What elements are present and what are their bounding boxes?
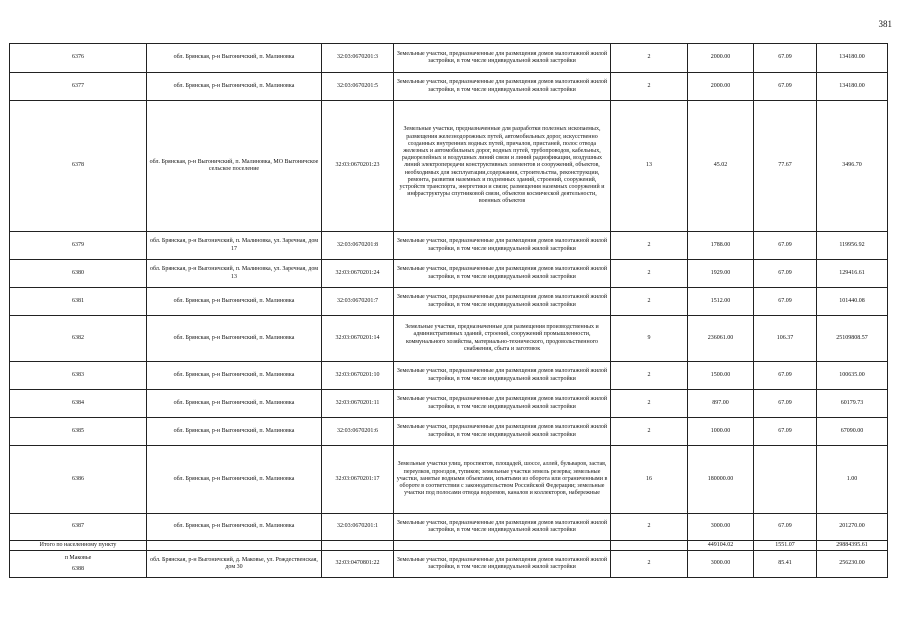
cadastral-number-cell: 32:03:0670201:5	[322, 73, 394, 101]
address-cell: обл. Брянская, р-н Выгоничский, п. Малиновка	[147, 418, 322, 446]
cadastral-value-cell: 25109808.57	[817, 316, 888, 362]
empty-cell	[322, 541, 394, 551]
area-cell: 1788.00	[688, 232, 754, 260]
row-id: 6387	[10, 514, 147, 541]
address-cell: обл. Брянская, р-н Выгоничский, п. Малиновка	[147, 362, 322, 390]
cadastral-value-cell: 134180.00	[817, 44, 888, 73]
locality-label: п Маковье	[64, 554, 92, 561]
table-row	[10, 390, 888, 418]
table-row	[10, 316, 888, 362]
row-id: 6382	[10, 316, 147, 362]
cadastral-number-cell: 32:03:0470801:22	[322, 551, 394, 578]
page-number: 381	[878, 19, 892, 29]
address-cell: обл. Брянская, р-н Выгоничский, п. Малиновка, ул. Заречная, дом 17	[147, 232, 322, 260]
group-cell: 2	[611, 514, 688, 541]
table-row	[10, 362, 888, 390]
specific-value-cell: 106.37	[754, 316, 817, 362]
cadastral-value-cell: 67090.00	[817, 418, 888, 446]
table-row	[10, 288, 888, 316]
specific-value-cell: 67.09	[754, 390, 817, 418]
land-use-cell: Земельные участки, предназначенные для размещения домов малоэтажной жилой застройки, в том числе индивидуальной жилой застройки	[394, 288, 611, 316]
table-row	[10, 260, 888, 288]
cadastral-number-cell: 32:03:0670201:6	[322, 418, 394, 446]
row-id: 6377	[10, 73, 147, 101]
area-cell: 2000.00	[688, 44, 754, 73]
address-cell: обл. Брянская, р-н Выгоничский, п. Малиновка	[147, 44, 322, 73]
group-cell: 2	[611, 362, 688, 390]
group-cell: 2	[611, 288, 688, 316]
address-cell: обл. Брянская, р-н Выгоничский, п. Малиновка	[147, 390, 322, 418]
cadastral-number-cell: 32:03:0670201:1	[322, 514, 394, 541]
cadastral-number-cell: 32:03:0670201:10	[322, 362, 394, 390]
specific-value-cell: 67.09	[754, 44, 817, 73]
group-cell: 2	[611, 44, 688, 73]
area-cell: 1512.00	[688, 288, 754, 316]
group-cell: 16	[611, 446, 688, 514]
table-row	[10, 418, 888, 446]
group-cell: 2	[611, 232, 688, 260]
table-row	[10, 44, 888, 73]
group-cell: 2	[611, 260, 688, 288]
specific-value-cell: 67.09	[754, 73, 817, 101]
total-cadastral-value-cell: 29884395.61	[817, 541, 888, 551]
area-cell: 3000.00	[688, 551, 754, 578]
land-registry-table	[9, 43, 888, 578]
area-cell: 3000.00	[688, 514, 754, 541]
land-use-cell: Земельные участки, предназначенные для размещения домов малоэтажной жилой застройки, в том числе индивидуальной жилой застройки	[394, 551, 611, 578]
address-cell: обл. Брянская, р-н Выгоничский, п. Малиновка	[147, 288, 322, 316]
row-id: 6376	[10, 44, 147, 73]
cadastral-value-cell: 3496.70	[817, 101, 888, 232]
address-cell: обл. Брянская, р-н Выгоничский, д. Маковье, ул. Рождественская, дом 30	[147, 551, 322, 578]
land-use-cell: Земельные участки, предназначенные для размещения домов малоэтажной жилой застройки, в том числе индивидуальной жилой застройки	[394, 418, 611, 446]
land-use-cell: Земельные участки, предназначенные для размещения домов малоэтажной жилой застройки, в том числе индивидуальной жилой застройки	[394, 44, 611, 73]
total-label: Итого по населенному пункту	[10, 541, 147, 551]
address-cell: обл. Брянская, р-н Выгоничский, п. Малиновка	[147, 316, 322, 362]
land-use-cell: Земельные участки, предназначенные для размещения производственных и административных зданий, строений, сооружений промышленности, коммунального хозяйства, материально-технического, продовольственного снабжения, сбыта и заготовок	[394, 316, 611, 362]
group-cell: 2	[611, 418, 688, 446]
cadastral-number-cell: 32:03:0670201:24	[322, 260, 394, 288]
row-id: 6388	[72, 566, 84, 572]
cadastral-value-cell: 119956.92	[817, 232, 888, 260]
table-row	[10, 73, 888, 101]
area-cell: 45.02	[688, 101, 754, 232]
group-cell: 2	[611, 551, 688, 578]
address-cell: обл. Брянская, р-н Выгоничский, п. Малиновка, ул. Заречная, дом 13	[147, 260, 322, 288]
specific-value-cell: 67.09	[754, 514, 817, 541]
land-use-cell: Земельные участки, предназначенные для размещения домов малоэтажной жилой застройки, в том числе индивидуальной жилой застройки	[394, 260, 611, 288]
address-cell: обл. Брянская, р-н Выгоничский, п. Малиновка, МО Выгоничское сельское поселение	[147, 101, 322, 232]
land-use-cell: Земельные участки, предназначенные для размещения домов малоэтажной жилой застройки, в том числе индивидуальной жилой застройки	[394, 390, 611, 418]
total-specific-value-cell: 1551.07	[754, 541, 817, 551]
row-id: 6383	[10, 362, 147, 390]
row-id: 6379	[10, 232, 147, 260]
specific-value-cell: 67.09	[754, 288, 817, 316]
cadastral-number-cell: 32:03:0670201:23	[322, 101, 394, 232]
cadastral-number-cell: 32:03:0670201:11	[322, 390, 394, 418]
land-use-cell: Земельные участки улиц, проспектов, площадей, шоссе, аллей, бульваров, застав, переулков, проездов, тупиков; земельные участки земель резерва; земельные участки, занятые водными объектами, изъятыми из оборота или ограниченными в обороте в соответствии с законодательством Российской Федерации; земельные участки под полосами отвода водоемов, каналов и коллекторов, набережные	[394, 446, 611, 514]
area-cell: 1929.00	[688, 260, 754, 288]
land-use-cell: Земельные участки, предназначенные для разработки полезных ископаемых, размещения железнодорожных путей, автомобильных дорог, искусственно созданных внутренних водных путей, причалов, пристаней, полос отвода железных и автомобильных дорог, водных путей, трубопроводов, кабельных, радиорелейных и воздушных линий связи и линий радиофикации, воздушных линий электропередачи конструктивных элементов и сооружений, объектов, необходимых для эксплуатации,содержания, строительства, реконструкции, ремонта, развития наземных и подземных зданий, строений, сооружений, устройств транспорта, энергетики и связи; размещения наземных сооружений и инфраструктуры спутниковой связи, объектов космической деятельности, военных объектов	[394, 101, 611, 232]
table-row	[10, 551, 888, 578]
table-row	[10, 514, 888, 541]
locality-cell	[10, 551, 147, 578]
empty-cell	[611, 541, 688, 551]
address-cell: обл. Брянская, р-н Выгоничский, п. Малиновка	[147, 73, 322, 101]
area-cell: 2000.00	[688, 73, 754, 101]
area-cell: 897.00	[688, 390, 754, 418]
area-cell: 1500.00	[688, 362, 754, 390]
specific-value-cell: 77.67	[754, 101, 817, 232]
cadastral-value-cell: 101440.08	[817, 288, 888, 316]
empty-cell	[394, 541, 611, 551]
specific-value-cell: 85.41	[754, 551, 817, 578]
group-cell: 13	[611, 101, 688, 232]
cadastral-value-cell: 256230.00	[817, 551, 888, 578]
table-row	[10, 101, 888, 232]
cadastral-value-cell: 129416.61	[817, 260, 888, 288]
cadastral-value-cell: 134180.00	[817, 73, 888, 101]
total-area-cell: 449104.02	[688, 541, 754, 551]
specific-value-cell: 67.09	[754, 232, 817, 260]
group-cell: 2	[611, 390, 688, 418]
land-use-cell: Земельные участки, предназначенные для размещения домов малоэтажной жилой застройки, в том числе индивидуальной жилой застройки	[394, 232, 611, 260]
cadastral-number-cell: 32:03:0670201:14	[322, 316, 394, 362]
area-cell: 180000.00	[688, 446, 754, 514]
address-cell: обл. Брянская, р-н Выгоничский, п. Малиновка	[147, 514, 322, 541]
cadastral-number-cell: 32:03:0670201:8	[322, 232, 394, 260]
land-use-cell: Земельные участки, предназначенные для размещения домов малоэтажной жилой застройки, в том числе индивидуальной жилой застройки	[394, 362, 611, 390]
empty-cell	[147, 541, 322, 551]
cadastral-number-cell: 32:03:0670201:3	[322, 44, 394, 73]
specific-value-cell: 67.09	[754, 362, 817, 390]
area-cell: 1000.00	[688, 418, 754, 446]
specific-value-cell: 67.09	[754, 418, 817, 446]
specific-value-cell	[754, 446, 817, 514]
table-row	[10, 232, 888, 260]
cadastral-value-cell: 201270.00	[817, 514, 888, 541]
row-id: 6386	[10, 446, 147, 514]
group-cell: 2	[611, 73, 688, 101]
address-cell: обл. Брянская, р-н Выгоничский, п. Малиновка	[147, 446, 322, 514]
cadastral-value-cell: 100635.00	[817, 362, 888, 390]
cadastral-number-cell: 32:03:0670201:17	[322, 446, 394, 514]
total-row	[10, 541, 888, 551]
land-use-cell: Земельные участки, предназначенные для размещения домов малоэтажной жилой застройки, в том числе индивидуальной жилой застройки	[394, 73, 611, 101]
cadastral-number-cell: 32:03:0670201:7	[322, 288, 394, 316]
row-id: 6385	[10, 418, 147, 446]
row-id: 6381	[10, 288, 147, 316]
row-id: 6378	[10, 101, 147, 232]
specific-value-cell: 67.09	[754, 260, 817, 288]
area-cell: 236061.00	[688, 316, 754, 362]
cadastral-value-cell: 60179.73	[817, 390, 888, 418]
land-use-cell: Земельные участки, предназначенные для размещения домов малоэтажной жилой застройки, в том числе индивидуальной жилой застройки	[394, 514, 611, 541]
group-cell: 9	[611, 316, 688, 362]
cadastral-value-cell: 1.00	[817, 446, 888, 514]
row-id: 6380	[10, 260, 147, 288]
table-row	[10, 446, 888, 514]
row-id: 6384	[10, 390, 147, 418]
